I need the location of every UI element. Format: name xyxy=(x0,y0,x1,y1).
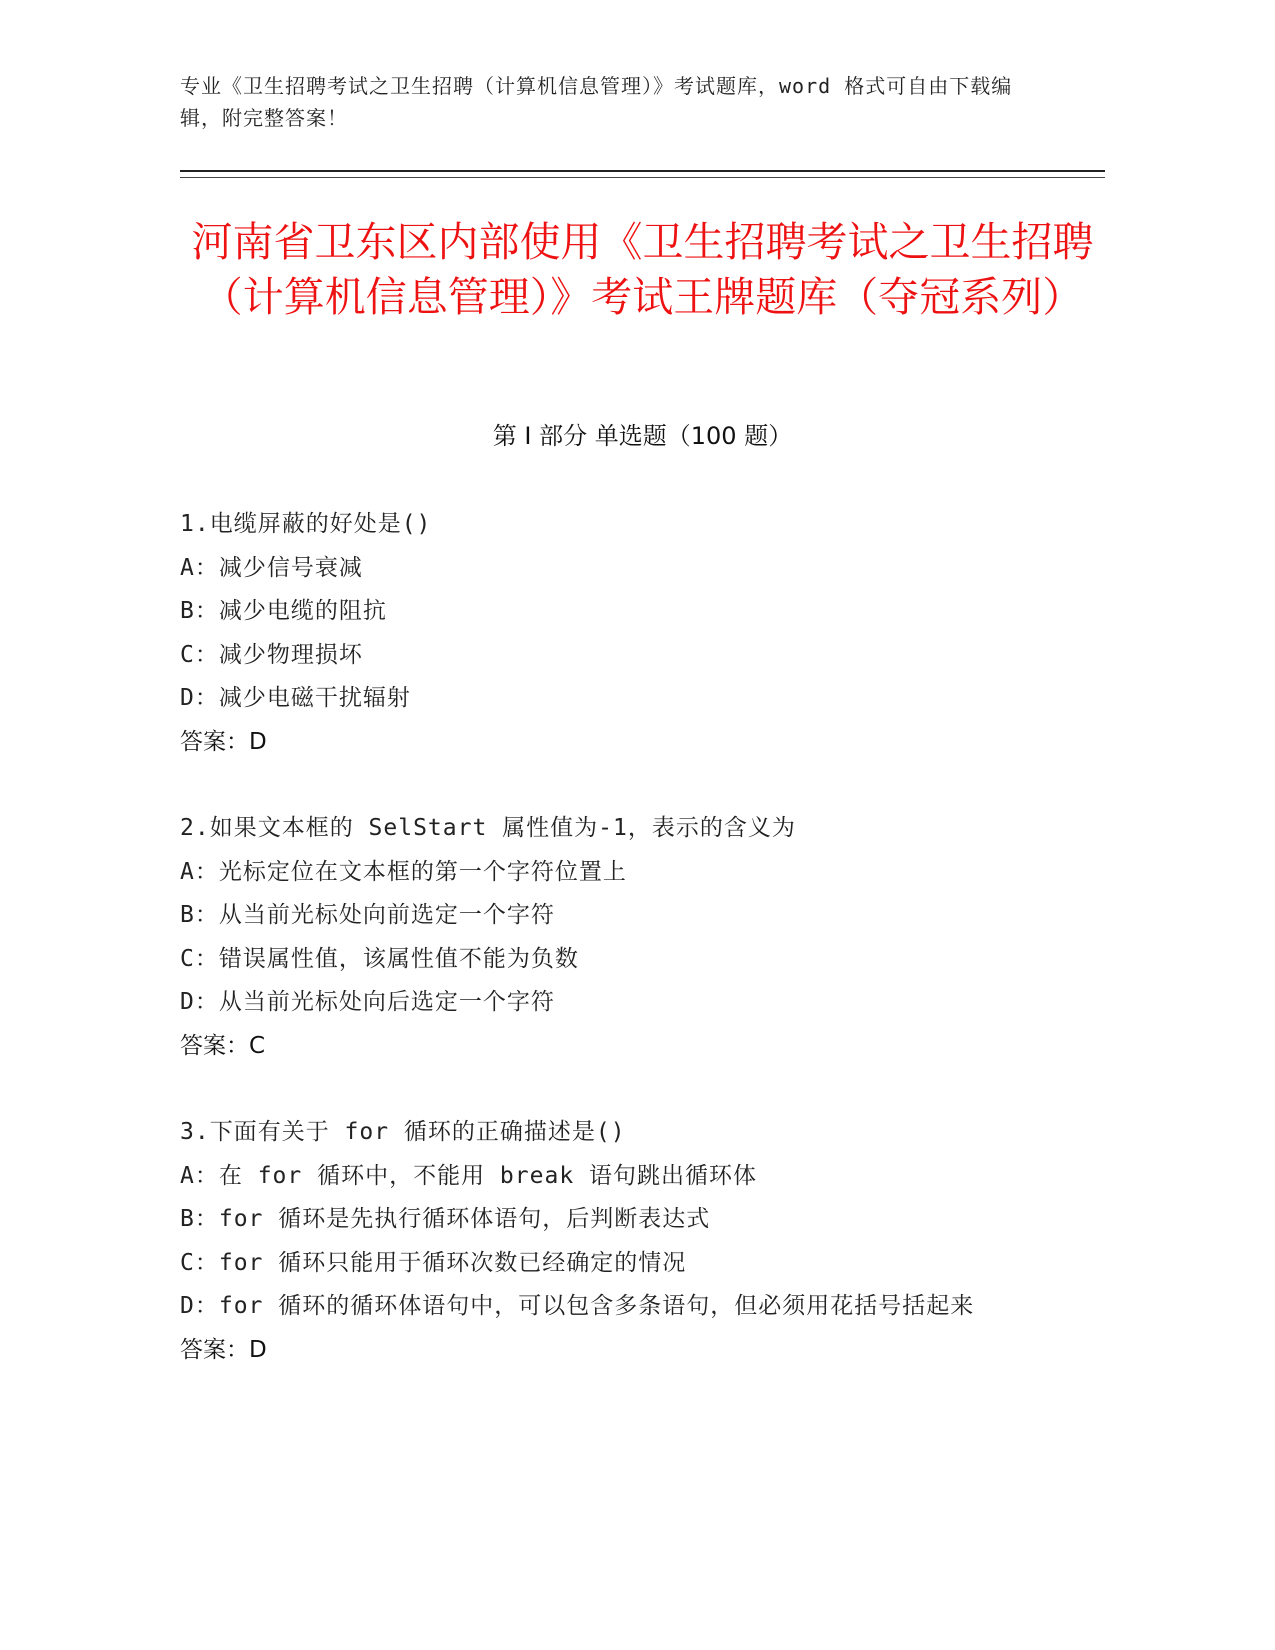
question-item xyxy=(180,503,1040,764)
question-item xyxy=(180,807,1040,1068)
option-b: B：从当前光标处向前选定一个字符 xyxy=(180,902,555,928)
option-d: D：for 循环的循环体语句中，可以包含多条语句，但必须用花括号括起来 xyxy=(180,1293,975,1319)
header-divider-thick xyxy=(180,170,1105,172)
option-c: C：错误属性值，该属性值不能为负数 xyxy=(180,945,579,972)
option-b: B：for 循环是先执行循环体语句，后判断表达式 xyxy=(180,1206,711,1232)
question-list xyxy=(180,503,1040,1415)
option-c: C：减少物理损坏 xyxy=(180,641,363,668)
question-stem: 2.如果文本框的 SelStart 属性值为-1，表示的含义为 xyxy=(180,815,796,841)
question-stem: 3.下面有关于 for 循环的正确描述是() xyxy=(180,1119,626,1145)
option-d: D：减少电磁干扰辐射 xyxy=(180,685,411,711)
answer-line: 答案：D xyxy=(180,1336,267,1363)
question-stem: 1.电缆屏蔽的好处是() xyxy=(180,511,432,537)
question-item xyxy=(180,1111,1040,1372)
header-divider-thin xyxy=(180,177,1105,178)
option-a: A：减少信号衰减 xyxy=(180,554,363,581)
option-a: A：在 for 循环中，不能用 break 语句跳出循环体 xyxy=(180,1162,758,1189)
option-b: B：减少电缆的阻抗 xyxy=(180,598,387,624)
answer-line: 答案：D xyxy=(180,728,267,755)
header-note: 专业《卫生招聘考试之卫生招聘（计算机信息管理）》考试题库，word 格式可自由下载编辑，附完整答案！ xyxy=(180,74,1013,130)
section-title: 第 I 部分 单选题（100 题） xyxy=(492,422,793,450)
document-title: 河南省卫东区内部使用《卫生招聘考试之卫生招聘（计算机信息管理）》考试王牌题库（夺冠系列） xyxy=(191,218,1094,321)
option-c: C：for 循环只能用于循环次数已经确定的情况 xyxy=(180,1249,687,1276)
answer-line: 答案：C xyxy=(180,1032,266,1059)
option-d: D：从当前光标处向后选定一个字符 xyxy=(180,989,555,1015)
option-a: A：光标定位在文本框的第一个字符位置上 xyxy=(180,858,627,885)
